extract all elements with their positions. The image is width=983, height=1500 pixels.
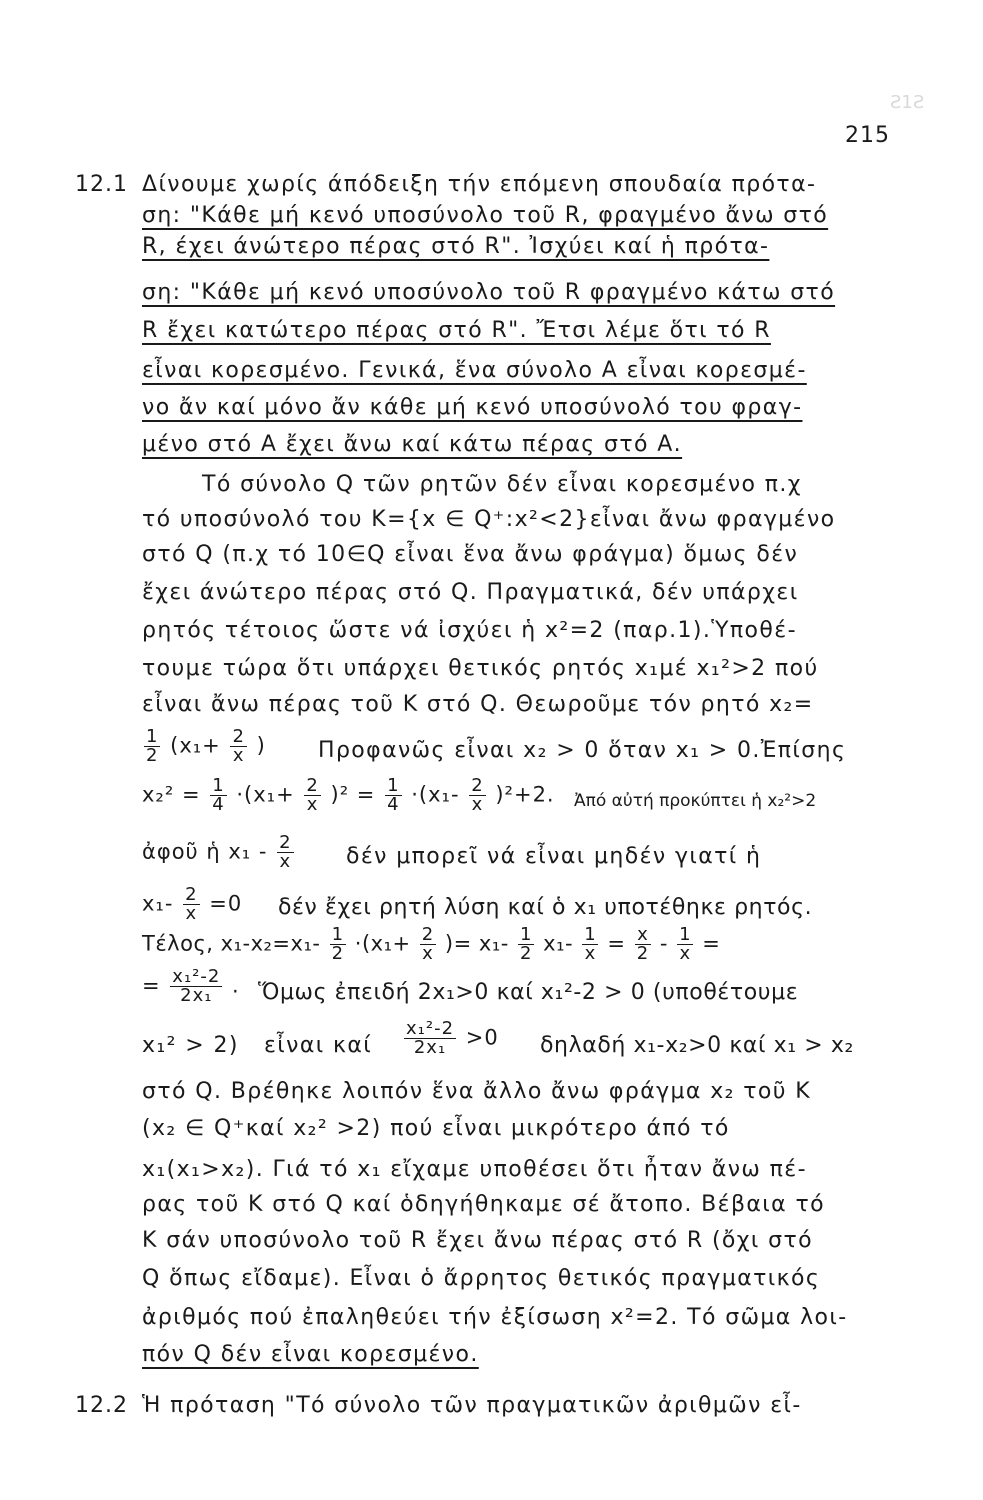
text-line: Q ὅπως εἴδαμε). Εἶναι ὁ ἄρρητος θετικός πραγματικός [142, 1266, 821, 1291]
section-number: 12.2 [75, 1393, 128, 1418]
text-line: ἔχει άνώτερο πέρας στό Q. Πραγματικά, δέν υπάρχει [142, 580, 799, 605]
text-line: Κ σάν υποσύνολο τοῦ R ἔχει ἄνω πέρας στό R (ὄχι στό [142, 1228, 813, 1253]
math-expression: $\frac{\text{x₁²-2}}{\text{2x₁}}$ >0 [406, 1018, 499, 1058]
text-line: x₁² > 2) [142, 1033, 239, 1058]
text-line: μένο στό Α ἔχει ἄνω καί κάτω πέρας στό Α. [142, 432, 683, 457]
text-line: ρας τοῦ Κ στό Q καί ὁδηγήθηκαμε σέ ἄτοπο. Βέβαια τό [142, 1192, 825, 1217]
text-line: Προφανῶς εἶναι x₂ > 0 ὅταν x₁ > 0.Ἐπίσης [318, 738, 847, 763]
text-line: Ὅμως ἐπειδή 2x₁>0 καί x₁²-2 > 0 (υποθέτουμε [258, 980, 799, 1005]
math-expression: x₁- $\frac{2}{x}$ =0 [142, 884, 243, 924]
text-line: Ἡ πρόταση "Τό σύνολο τῶν πραγματικῶν ἀριθμῶν εἶ- [142, 1393, 802, 1418]
fraction-half: $\frac{1}{2}$ [146, 726, 159, 766]
fraction-2-over-x1: $\frac{2}{x}$ [232, 726, 245, 766]
text-line: δέν μπορεῖ νά εἶναι μηδέν γιατί ἡ [346, 844, 762, 869]
text-line: R ἔχει κατώτερο πέρας στό R". Ἔτσι λέμε ὅτι τό R [142, 318, 771, 343]
text-line: Ἀπό αὐτή προκύπτει ἡ x₂²>2 [574, 791, 817, 811]
math-expression: Τέλος, x₁-x₂=x₁- $\frac{1}{2}$ ·(x₁+ $\frac{2}{x}$ )= x₁- $\frac{1}{2}$ x₁- $\frac{1}{x}$ = $\frac{x}{2}$ - $\frac{1}{x}$ = [142, 924, 721, 964]
text-line: ρητός τέτοιος ὥστε νά ἰσχύει ἡ x²=2 (παρ.1).Ὑποθέ- [142, 618, 797, 643]
text-line: τό υποσύνολό του K={x ∈ Q⁺:x²<2}εἶναι ἄνω φραγμένο [142, 507, 836, 532]
text-line: πόν Q δέν εἶναι κορεσμένο. [142, 1342, 479, 1367]
text-line: ση: "Κάθε μή κενό υποσύνολο τοῦ R φραγμένο κάτω στό [142, 280, 836, 305]
math-expression: $\frac{1}{2}$ (x₁+ $\frac{2}{x}$ ) [146, 726, 266, 766]
text-line: τουμε τώρα ὅτι υπάρχει θετικός ρητός x₁μέ x₁²>2 πού [142, 656, 819, 681]
text-line: (x₂ ∈ Q⁺καί x₂² >2) πού εἶναι μικρότερο άπό τό [142, 1116, 730, 1141]
text-line: στό Q (π.χ τό 10∈Q εἶναι ἕνα ἄνω φράγμα) ὅμως δέν [142, 542, 799, 567]
text-line: δηλαδή x₁-x₂>0 καί x₁ > x₂ [540, 1033, 854, 1058]
text-line: x₁(x₁>x₂). Γιά τό x₁ εἴχαμε υποθέσει ὅτι ἦταν ἄνω πέ- [142, 1157, 807, 1182]
math-expression: x₂² = $\frac{1}{4}$ ·(x₁+ $\frac{2}{x}$ )² = $\frac{1}{4}$ ·(x₁- $\frac{2}{x}$ )²+2. [142, 775, 555, 815]
math-expression: = $\frac{\text{x₁²-2}}{\text{2x₁}}$ . [142, 966, 240, 1006]
text-line: Δίνουμε χωρίς άπόδειξη τήν επόμενη σπουδαία πρότα- [142, 172, 817, 197]
text-line: εἶναι καί [264, 1033, 373, 1058]
text-line: εἶναι κορεσμένο. Γενικά, ἕνα σύνολο Α εἶναι κορεσμέ- [142, 358, 807, 383]
text-line: στό Q. Βρέθηκε λοιπόν ἕνα ἄλλο ἄνω φράγμα x₂ τοῦ Κ [142, 1079, 812, 1104]
text-line: εἶναι ἄνω πέρας τοῦ Κ στό Q. Θεωροῦμε τόν ρητό x₂= [142, 692, 814, 717]
text-line: ἀριθμός πού ἐπαληθεύει τήν ἐξίσωση x²=2. Τό σῶμα λοι- [142, 1305, 848, 1330]
text-line: ση: "Κάθε μή κενό υποσύνολο τοῦ R, φραγμένο ἄνω στό [142, 203, 829, 228]
text-line: νο ἄν καί μόνο ἄν κάθε μή κενό υποσύνολό του φραγ- [142, 395, 803, 420]
text-line: Τό σύνολο Q τῶν ρητῶν δέν εἶναι κορεσμένο π.χ [202, 472, 802, 497]
bleed-through: Ƨ1Ƨ [890, 92, 925, 113]
section-number: 12.1 [75, 172, 128, 197]
text-line: R, έχει άνώτερο πέρας στό R". Ἰσχύει καί ἡ πρότα- [142, 234, 770, 259]
math-expression: ἀφοῦ ἡ x₁ - $\frac{2}{x}$ [142, 832, 292, 872]
page-number: 215 [845, 123, 890, 148]
text-line: δέν ἔχει ρητή λύση καί ὁ x₁ υποτέθηκε ρητός. [278, 895, 813, 920]
